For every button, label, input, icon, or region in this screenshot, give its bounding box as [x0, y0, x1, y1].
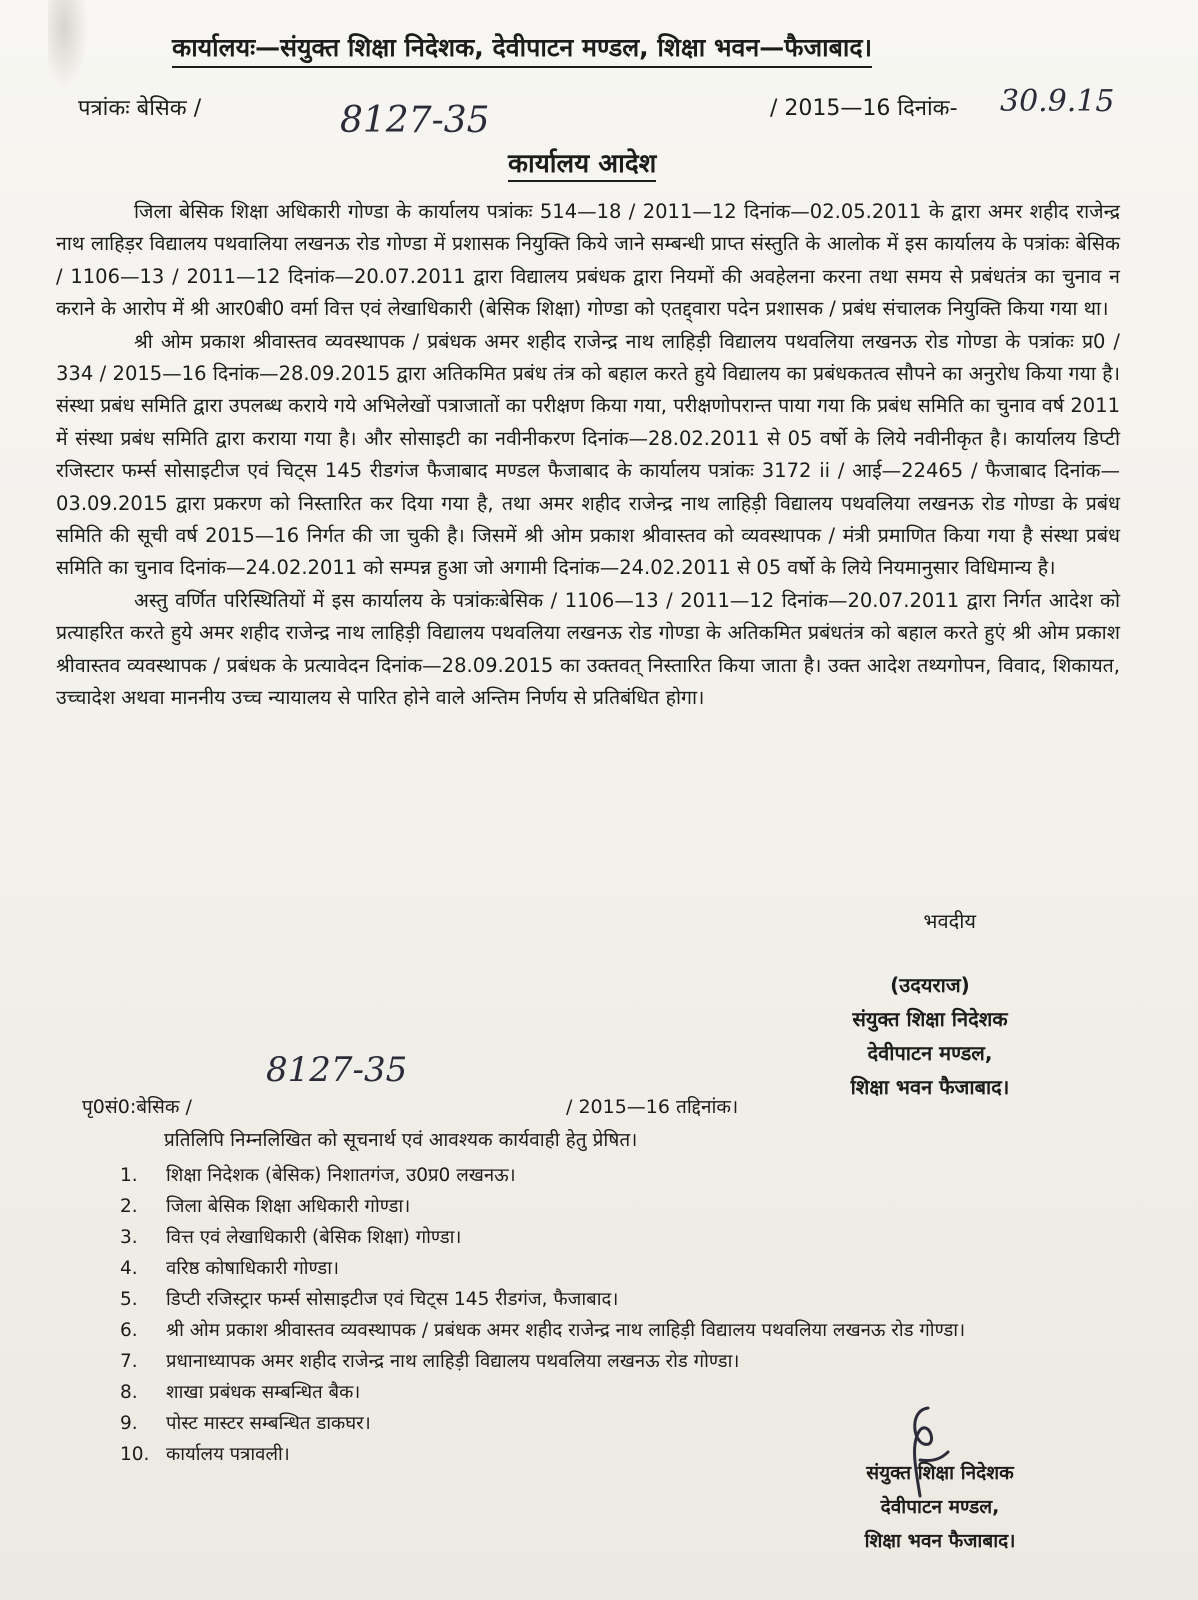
endorsement-reference: पृ0सं0:बेसिक / — [82, 1096, 192, 1118]
list-item: 2. जिला बेसिक शिक्षा अधिकारी गोण्डा। — [120, 1196, 411, 1217]
paragraph-2: श्री ओम प्रकाश श्रीवास्तव व्यवस्थापक / प्रबंधक अमर शहीद राजेन्द्र नाथ लाहिड़ी विद्यालय पथवलिया लखनऊ रोड गोण्डा के पत्रांकः प्र0 / 334 / 2015—16 दिनांक—28.09.2015 द्वारा अतिकमित प्रबंध तंत्र को बहाल करते हुये विद्यालय का प्रबंधकतत्व सौपने का अनुरोध किया गया है। संस्था प्रबंध समिति द्वारा उपलब्ध कराये गये अभिलेखों पत्राजातों का परीक्षण किया गया, परीक्षणोपरान्त पाया गया कि प्रबंध समिति का चुनाव वर्ष 2011 में संस्था प्रबंध समिति द्वारा कराया गया है। और सोसाइटी का नवीनीकरण दिनांक—28.02.2011 से 05 वर्षो के लिये नवीनीकृत है। कार्यालय डिप्टी रजिस्टार फर्म्स सोसाइटीज एवं चिट्स 145 रीडगंज फैजाबाद मण्डल फैजाबाद के कार्यालय पत्रांकः 3172 ii / आई—22465 / फैजाबाद दिनांक—03.09.2015 द्वारा प्रकरण को निस्तारित कर दिया गया है, तथा अमर शहीद राजेन्द्र नाथ लाहिड़ी विद्यालय पथवलिया लखनऊ रोड गोण्डा के प्रबंध समिति की सूची वर्ष 2015—16 निर्गत की जा चुकी है। जिसमें श्री ओम प्रकाश श्रीवास्तव को व्यवस्थापक / मंत्री प्रमाणित किया गया है संस्था प्रबंध समिति का चुनाव दिनांक—24.02.2011 को सम्पन्न हुआ जो अगामी दिनांक—24.02.2011 से 05 वर्षो के लिये नियमानुसार विधिमान्य है। — [56, 329, 1120, 580]
handwritten-reference-number: 8127-35 — [340, 100, 490, 141]
handwritten-date: 30.9.15 — [1000, 84, 1115, 119]
list-item: 3. वित्त एवं लेखाधिकारी (बेसिक शिक्षा) गोण्डा। — [120, 1227, 462, 1248]
order-body — [56, 196, 1120, 715]
paragraph-3: अस्तु वर्णित परिस्थितियों में इस कार्यालय के पत्रांकःबेसिक / 1106—13 / 2011—12 दिनांक—20.07.2011 द्वारा निर्गत आदेश को प्रत्याहरित करते हुये अमर शहीद राजेन्द्र नाथ लाहिड़ी विद्यालय पथवलिया लखनऊ रोड गोण्डा के अतिकमित प्रबंधतंत्र को बहाल करते हुएं श्री ओम प्रकाश श्रीवास्तव व्यवस्थापक / प्रबंधक के प्रत्यावेदन दिनांक—28.09.2015 का उक्तवत् निस्तारित किया जाता है। उक्त आदेश तथ्यगोपन, विवाद, शिकायत, उच्चादेश अथवा माननीय उच्च न्यायालय से पारित होने वाले अन्तिम निर्णय से प्रतिबंधित होगा। — [56, 588, 1120, 710]
signatory-designation: संयुक्त शिक्षा निदेशक — [852, 1007, 1008, 1031]
list-item: 1. शिक्षा निदेशक (बेसिक) निशातगंज, उ0प्र0 लखनऊ। — [120, 1165, 516, 1186]
signatory-name: (उदयराज) — [890, 973, 970, 997]
list-item: 4. वरिष्ठ कोषाधिकारी गोण्डा। — [120, 1258, 340, 1279]
copy-to-intro: प्रतिलिपि निम्नलिखित को सूचनार्थ एवं आवश्यक कार्यवाही हेतु प्रेषित। — [164, 1129, 638, 1151]
endorsement-date: / 2015—16 तद्दिनांक। — [566, 1096, 739, 1118]
document-heading: कार्यालय आदेश — [508, 144, 656, 182]
list-item: 6. श्री ओम प्रकाश श्रीवास्तव व्यवस्थापक / प्रबंधक अमर शहीद राजेन्द्र नाथ लाहिड़ी विद्यालय पथवलिया लखनऊ रोड गोण्डा। — [120, 1320, 966, 1341]
endorsement-signatory-office: शिक्षा भवन फैजाबाद। — [864, 1530, 1016, 1552]
signatory-office: शिक्षा भवन फैजाबाद। — [850, 1075, 1010, 1099]
endorsement-signature-block — [820, 1456, 1060, 1558]
list-item: 5. डिप्टी रजिस्ट्रार फर्म्स सोसाइटीज एवं चिट्स 145 रीडगंज, फैजाबाद। — [120, 1289, 619, 1310]
list-item: 9. पोस्ट मास्टर सम्बन्धित डाकघर। — [120, 1413, 371, 1434]
endorsement-signatory-designation: संयुक्त शिक्षा निदेशक — [866, 1462, 1014, 1484]
endorsement-signatory-division: देवीपाटन मण्डल, — [880, 1496, 1000, 1518]
signatory-division: देवीपाटन मण्डल, — [867, 1041, 993, 1065]
handwritten-endorsement-number: 8127-35 — [266, 1050, 408, 1090]
list-item: 10. कार्यालय पत्रावली। — [120, 1444, 290, 1465]
recipient-list — [120, 1160, 1110, 1470]
reference-year-date: / 2015—16 दिनांक- — [770, 96, 958, 121]
reference-number-line — [78, 92, 201, 122]
list-item: 7. प्रधानाध्यापक अमर शहीद राजेन्द्र नाथ लाहिड़ी विद्यालय पथवलिया लखनऊ रोड गोण्डा। — [120, 1351, 740, 1372]
reference-prefix: पत्रांकः बेसिक / — [78, 96, 202, 121]
signature-block — [800, 904, 1060, 1104]
paragraph-1: जिला बेसिक शिक्षा अधिकारी गोण्डा के कार्यालय पत्रांकः 514—18 / 2011—12 दिनांक—02.05.2011 के द्वारा अमर शहीद राजेन्द्र नाथ लाहिड़र विद्यालय पथवालिया लखनऊ रोड गोण्डा में प्रशासक नियुक्ति किये जाने सम्बन्धी प्राप्त संस्तुति के आलोक में इस कार्यालय के पत्रांकः बेसिक / 1106—13 / 2011—12 दिनांक—20.07.2011 द्वारा विद्यालय प्रबंधक द्वारा नियमों की अवहेलना करना तथा समय से प्रबंधतंत्र का चुनाव न कराने के आरोप में श्री आर0बी0 वर्मा वित्त एवं लेखाधिकारी (बेसिक शिक्षा) गोण्डा को एतद्द्वारा पदेन प्रशासक / प्रबंध संचालक नियुक्ति किया गया था। — [56, 200, 1120, 321]
paper-crease — [48, 0, 88, 90]
reference-date-line — [770, 92, 958, 122]
list-item: 8. शाखा प्रबंधक सम्बन्धित बैक। — [120, 1382, 361, 1403]
office-title: कार्यालयः—संयुक्त शिक्षा निदेशक, देवीपाटन मण्डल, शिक्षा भवन—फैजाबाद। — [172, 30, 872, 68]
valediction: भवदीय — [923, 909, 976, 933]
